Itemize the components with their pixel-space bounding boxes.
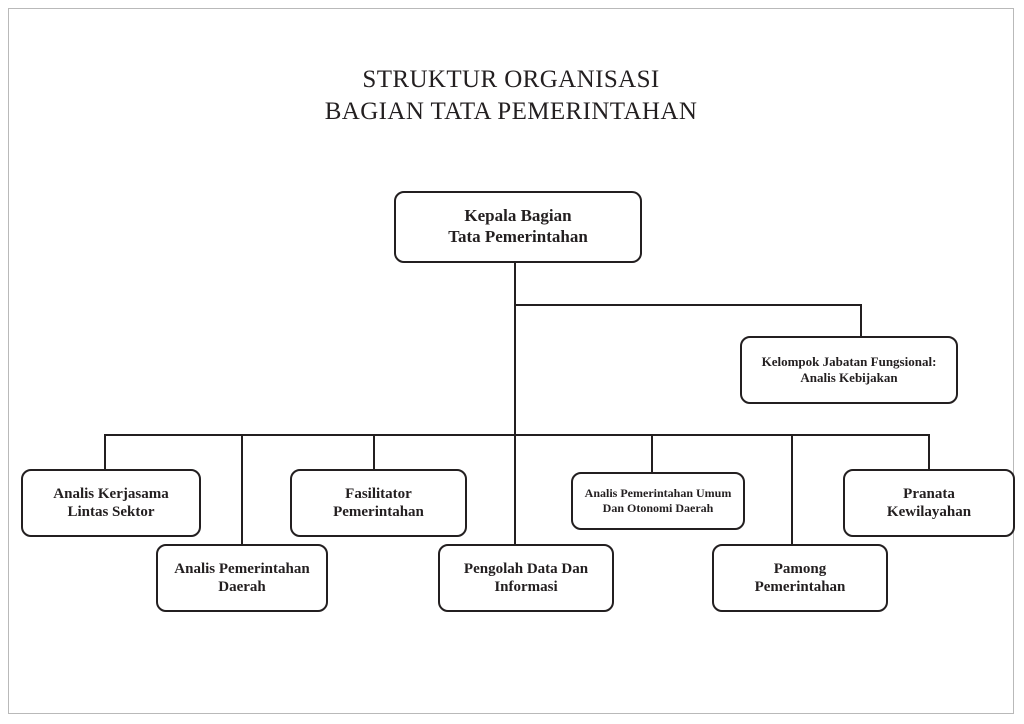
connector-drop-n7 (928, 434, 930, 469)
node-analis-kerjasama-lintas-sektor-line1: Analis Kerjasama (53, 485, 169, 502)
connector-drop-n5 (651, 434, 653, 472)
node-analis-kerjasama-lintas-sektor-line2: Lintas Sektor (67, 504, 155, 520)
node-pengolah-data-dan-informasi-line1: Pengolah Data Dan (463, 560, 589, 577)
chart-title-line-1: STRUKTUR ORGANISASI (362, 66, 660, 93)
node-fasilitator-pemerintahan-line1: Fasilitator (345, 485, 412, 502)
node-analis-pemerintahan-daerah-line1: Analis Pemerintahan (174, 560, 310, 577)
node-pamong-pemerintahan[interactable] (712, 544, 888, 612)
node-fasilitator-pemerintahan[interactable] (290, 469, 467, 537)
node-pengolah-data-dan-informasi[interactable] (438, 544, 614, 612)
connector-drop-n6 (791, 434, 793, 544)
node-pranata-kewilayahan-line2: Kewilayahan (886, 504, 972, 520)
node-pengolah-data-dan-informasi-line2: Informasi (494, 579, 558, 595)
node-analis-pemerintahan-daerah[interactable] (156, 544, 328, 612)
connector-drop-n2 (241, 434, 243, 544)
node-analis-kerjasama-lintas-sektor[interactable] (21, 469, 201, 537)
connector-main-bus (104, 434, 928, 436)
node-kepala-bagian-line1: Kepala Bagian (464, 206, 572, 226)
node-kepala-bagian[interactable] (394, 191, 642, 263)
node-analis-pemerintahan-umum[interactable] (571, 472, 745, 530)
node-analis-pemerintahan-daerah-line2: Daerah (218, 579, 266, 595)
chart-title-line-2: BAGIAN TATA PEMERINTAHAN (324, 98, 698, 125)
node-pamong-pemerintahan-line2: Pemerintahan (754, 579, 846, 595)
node-pranata-kewilayahan[interactable] (843, 469, 1015, 537)
node-fasilitator-pemerintahan-line2: Pemerintahan (333, 504, 424, 520)
node-kelompok-jabatan-fungsional[interactable] (740, 336, 958, 404)
node-pranata-kewilayahan-line1: Pranata (903, 485, 955, 502)
node-analis-pemerintahan-umum-line1: Analis Pemerintahan Umum (584, 486, 732, 501)
connector-head-stem (514, 263, 516, 306)
connector-functional-drop (860, 304, 862, 336)
node-kelompok-jabatan-fungsional-line2: Analis Kebijakan (800, 370, 898, 385)
node-kelompok-jabatan-fungsional-line1: Kelompok Jabatan Fungsional: (761, 354, 937, 370)
connector-drop-n3 (373, 434, 375, 469)
page-frame (8, 8, 1014, 714)
connector-functional-horizontal (514, 304, 862, 306)
node-analis-pemerintahan-umum-line2: Dan Otonomi Daerah (602, 501, 714, 515)
node-kepala-bagian-line2: Tata Pemerintahan (448, 227, 588, 246)
connector-drop-n4 (514, 434, 516, 544)
connector-drop-n1 (104, 434, 106, 469)
node-pamong-pemerintahan-line1: Pamong (773, 560, 827, 577)
